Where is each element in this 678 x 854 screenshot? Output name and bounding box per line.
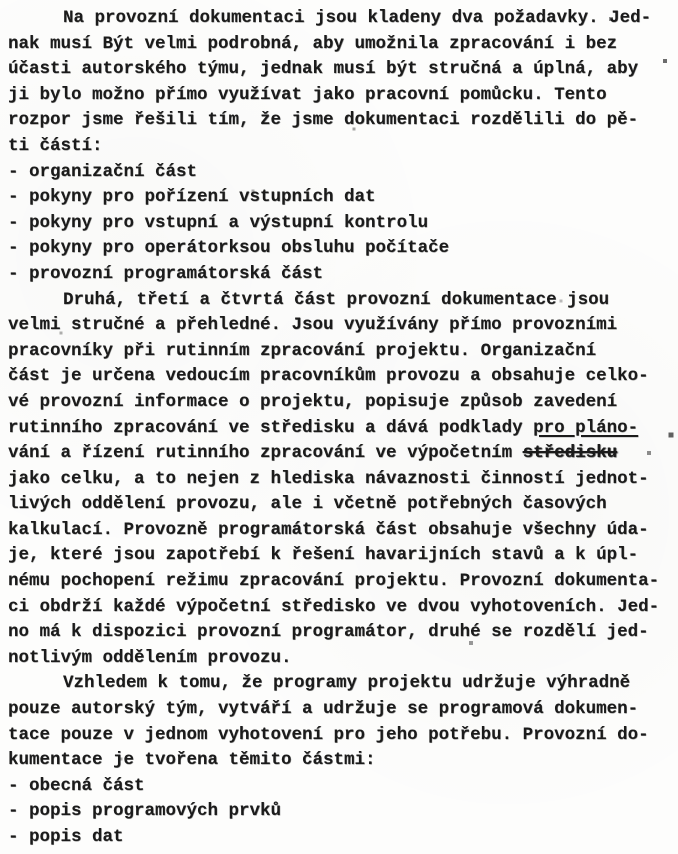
text-line: - popis programových prvků <box>8 801 282 822</box>
text-line: velmi stručné a přehledné. Jsou využívány přímo provozními <box>8 315 618 336</box>
text-line: - pokyny pro pořízení vstupních dat <box>8 187 376 208</box>
underlined-text: pro pláno- <box>533 417 639 438</box>
text-line: vání a řízení rutinního zpracování ve výpočetním středisku <box>8 443 618 464</box>
text-line: kumentace je tvořena těmito částmi: <box>8 750 376 771</box>
text-line: no má k dispozici provozní programátor, druhé se rozdělí jed- <box>8 622 649 643</box>
text-line: notlivým oddělením provozu. <box>8 647 292 668</box>
text-line: ci obdrží každé výpočetní středisko ve dvou vyhotoveních. Jed- <box>8 596 660 617</box>
text-line: ti částí: <box>8 135 103 156</box>
text-line: je, které jsou zapotřebí k řešení havarijních stavů a k úpl- <box>8 545 639 566</box>
text-line: Druhá, třetí a čtvrtá část provozní dokumentace jsou <box>63 289 610 310</box>
text-line: - pokyny pro operátorksou obsluhu počítače <box>8 238 450 259</box>
text-line: - pokyny pro vstupní a výstupní kontrolu <box>8 212 429 233</box>
text-line: vé provozní informace o projektu, popisuje způsob zavedení <box>8 391 618 412</box>
text-line: livých oddělení provozu, ale i včetně potřebných časových <box>8 494 607 515</box>
text-line: kalkulací. Provozně programátorská část obsahuje všechny úda- <box>8 519 649 540</box>
text-line: Na provozní dokumentaci jsou kladeny dva požadavky. Jed- <box>63 8 652 28</box>
text-line: nému pochopení režimu zpracování projektu. Provozní dokumenta- <box>8 571 660 592</box>
text-line: jako celku, a to nejen z hlediska návaznosti činností jednot- <box>8 468 649 489</box>
text-line: nak musí Být velmi podrobná, aby umožnila zpracování i bez <box>8 33 618 54</box>
text-line: - popis dat <box>8 827 124 847</box>
text-line: - obecná část <box>8 775 145 796</box>
text-line: - provozní programátorská část <box>8 263 324 284</box>
text-line: ji bylo možno přímo využívat jako pracovní pomůcku. Tento <box>8 84 607 105</box>
overstruck-text: středisku <box>522 443 618 464</box>
text-line: rozpor jsme řešili tím, že jsme dokumentaci rozdělili do pě- <box>8 110 639 131</box>
text-line: - organizační část <box>8 161 198 182</box>
text-line: Vzhledem k tomu, že programy projektu udržuje výhradně <box>63 673 631 694</box>
text-line: pouze autorský tým, vytváří a udržuje se programová dokumen- <box>8 699 639 720</box>
text-line: účasti autorského týmu, jednak musí být stručná a úplná, aby <box>8 59 639 80</box>
text-line: pracovníky při rutinním zpracování projektu. Organizační <box>8 340 597 361</box>
text-line: tace pouze v jednom vyhotovení pro jeho potřebu. Provozní do- <box>8 724 649 745</box>
scan-noise-specks <box>0 0 2 2</box>
text-line: rutinního zpracování ve středisku a dává podklady pro pláno- <box>8 417 639 438</box>
document-body <box>8 6 672 851</box>
text-line: část je určena vedoucím pracovníkům provozu a obsahuje celko- <box>8 366 649 387</box>
